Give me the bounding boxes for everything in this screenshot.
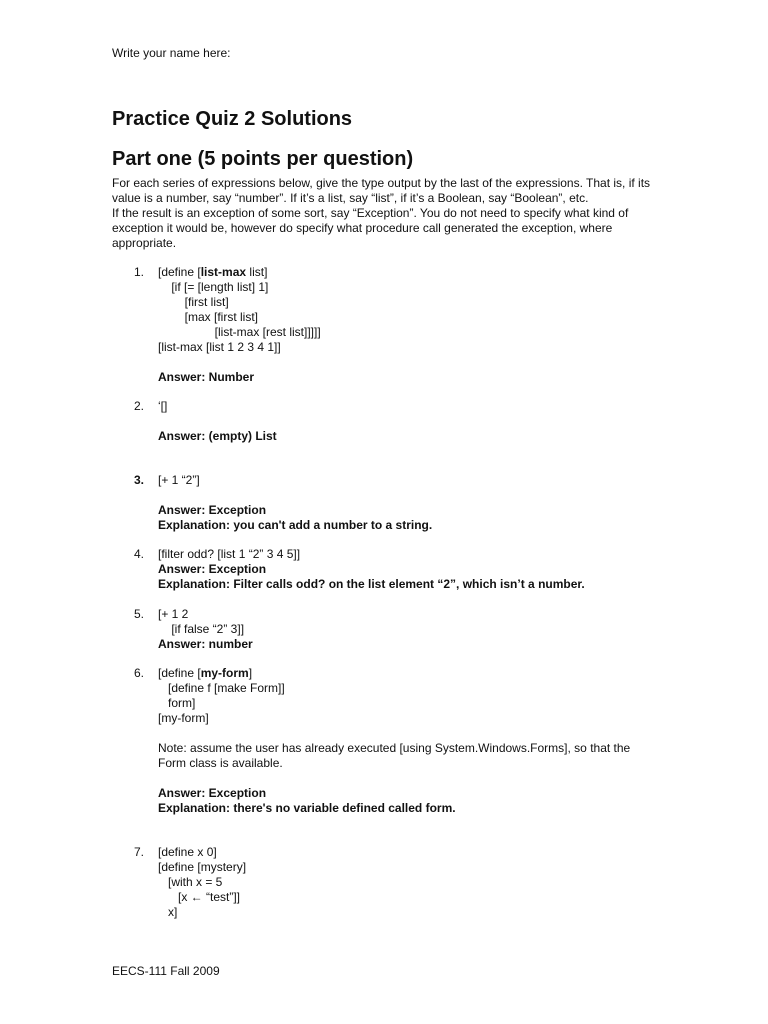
- code-line: form]: [158, 696, 196, 710]
- page-title: Practice Quiz 2 Solutions: [112, 108, 353, 130]
- code-line: [define [mystery]: [158, 860, 247, 874]
- question-number: 5.: [134, 607, 145, 621]
- instructions: [112, 176, 672, 251]
- question-body: [158, 607, 678, 652]
- explanation: Explanation: Filter calls odd? on the list element “2”, which isn’t a number.: [158, 577, 585, 591]
- part-heading: Part one (5 points per question): [112, 148, 414, 170]
- code-line: [max [first list]: [158, 310, 259, 324]
- code-line: [+ 1 2: [158, 607, 189, 621]
- question-body: [158, 265, 678, 385]
- question-number: 3.: [134, 473, 145, 487]
- question-body: [158, 666, 678, 816]
- question-number: 2.: [134, 399, 145, 413]
- explanation: Explanation: you can't add a number to a string.: [158, 518, 433, 532]
- code-line: [my-form]: [158, 711, 209, 725]
- answer: Answer: number: [158, 637, 253, 651]
- code-line: [if [= [length list] 1]: [158, 280, 269, 294]
- note: Note: assume the user has already executed [using System.Windows.Forms], so that the Form class is available.: [158, 741, 631, 770]
- question-number: 4.: [134, 547, 145, 561]
- code-line: [list-max [rest list]]]]]: [158, 325, 321, 339]
- code-line: [x ← “test”]]: [158, 890, 241, 904]
- question-body: [158, 547, 678, 592]
- question-body: [158, 845, 678, 920]
- code-line: [define [list-max list]: [158, 265, 268, 279]
- code-line: [+ 1 “2”]: [158, 473, 200, 487]
- answer: Answer: Exception: [158, 503, 267, 517]
- answer: Answer: (empty) List: [158, 429, 277, 443]
- code-line: x]: [158, 905, 178, 919]
- code-line: ‘[]: [158, 399, 168, 413]
- code-line: [define x 0]: [158, 845, 217, 859]
- answer: Answer: Exception: [158, 786, 267, 800]
- code-line: [list-max [list 1 2 3 4 1]]: [158, 340, 281, 354]
- name-prompt: Write your name here:: [112, 46, 231, 60]
- code-line: [if false “2” 3]]: [158, 622, 245, 636]
- question-number: 1.: [134, 265, 145, 279]
- question-body: [158, 399, 678, 444]
- answer: Answer: Exception: [158, 562, 267, 576]
- question-number: 7.: [134, 845, 145, 859]
- answer: Answer: Number: [158, 370, 255, 384]
- question-number: 6.: [134, 666, 145, 680]
- instructions-paragraph-2: If the result is an exception of some sort, say “Exception”. You do not need to specify what kind of exception it would be, however do specify what procedure call generated the exception, where appropriate.: [112, 206, 629, 250]
- code-line: [filter odd? [list 1 “2” 3 4 5]]: [158, 547, 301, 561]
- code-line: [with x = 5: [158, 875, 223, 889]
- question-body: [158, 473, 678, 533]
- code-line: [first list]: [158, 295, 229, 309]
- page-footer: EECS-111 Fall 2009: [112, 964, 220, 978]
- explanation: Explanation: there's no variable defined called form.: [158, 801, 456, 815]
- code-line: [define [my-form]: [158, 666, 253, 680]
- function-name: my-form: [200, 666, 249, 680]
- instructions-paragraph-1: For each series of expressions below, give the type output by the last of the expressions. That is, if its value is a number, say “number”. If it’s a list, say “list”, if it’s a Boolean, say “Boolean”, etc.: [112, 176, 651, 205]
- code-line: [define f [make Form]]: [158, 681, 285, 695]
- function-name: list-max: [200, 265, 247, 279]
